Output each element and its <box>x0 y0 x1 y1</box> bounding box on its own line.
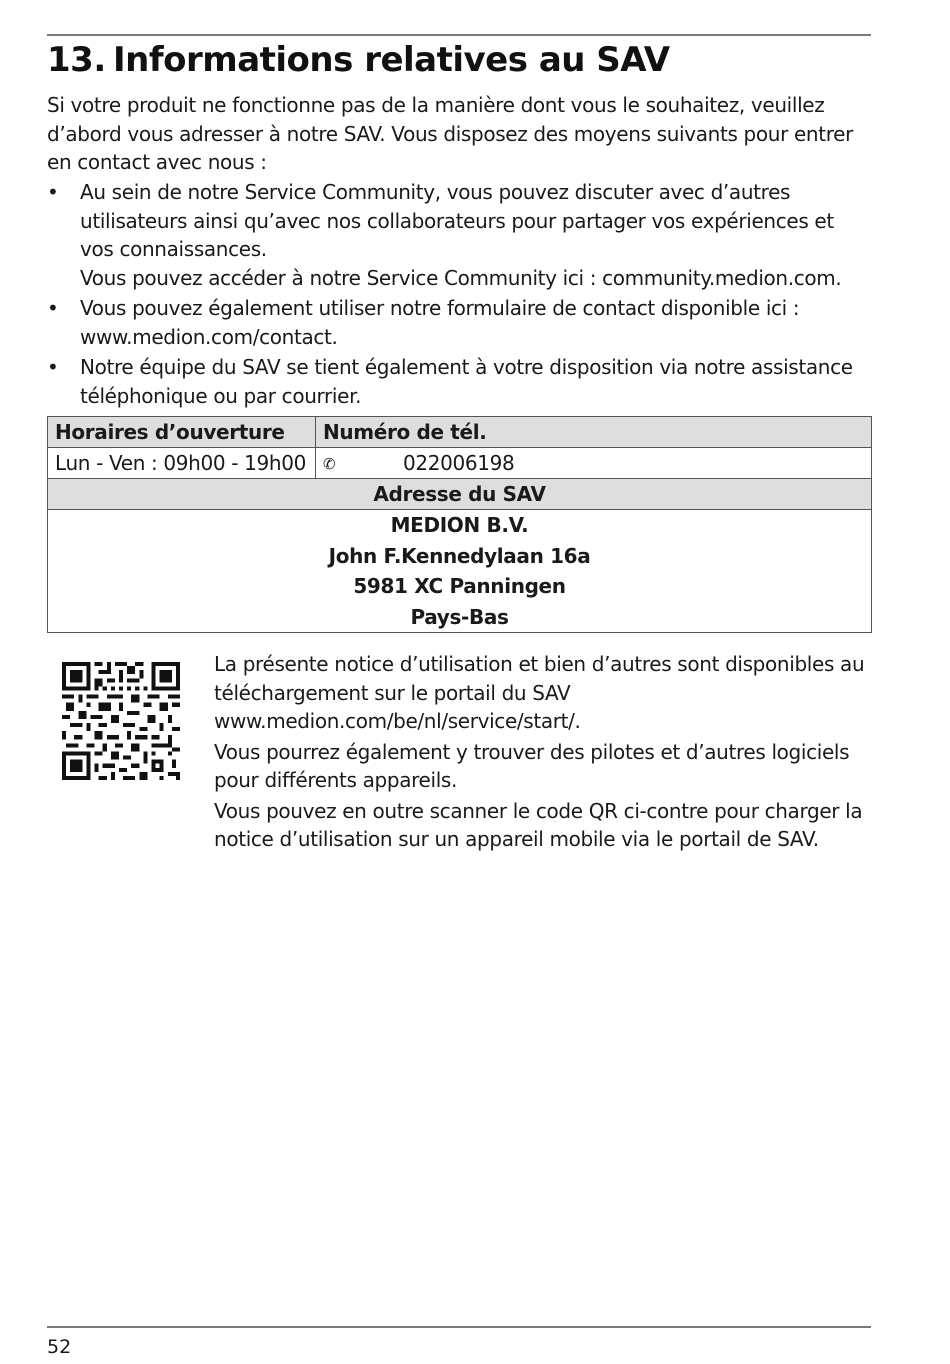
address-country: Pays-Bas <box>410 604 509 629</box>
intro-paragraph: Si votre produit ne fonctionne pas de la manière dont vous le souhaitez, veuillez d’abord vous adresser à notre SAV. Vous disposez des moyens suivants pour entrer en contact avec nous : <box>47 93 854 174</box>
drivers-paragraph: Vous pourrez également y trouver des pilotes et d’autres logiciels pour différents appareils. <box>214 739 850 792</box>
hours-cell: Lun - Ven : 09h00 - 19h00 <box>48 448 316 479</box>
bottom-rule <box>47 1326 871 1328</box>
service-table <box>47 416 872 633</box>
table-row <box>48 479 872 510</box>
qr-paragraph: Vous pouvez en outre scanner le code QR ci-contre pour charger la notice d’utilisation sur un appareil mobile via le portail de SAV. <box>214 798 863 851</box>
list-item <box>47 178 871 292</box>
phone-number: 022006198 <box>403 451 515 475</box>
download-paragraph: La présente notice d’utilisation et bien d’autres sont disponibles au téléchargement sur le portail du SAV www.medion.com/be/nl/service/start/. <box>214 652 865 733</box>
list-item <box>47 353 871 410</box>
hours-header: Horaires d’ouverture <box>48 417 316 448</box>
top-rule <box>47 34 871 36</box>
contact-options-list <box>47 178 871 412</box>
table-row <box>48 510 872 633</box>
address-street: John F.Kennedylaan 16a <box>328 543 591 568</box>
table-header-row <box>48 417 872 448</box>
page-number: 52 <box>47 1336 72 1358</box>
hotline-text: • Notre équipe du SAV se tient également à votre disposition via notre assistance téléphonique ou par courrier. <box>80 355 853 408</box>
section-number: 13. <box>47 40 106 80</box>
address-header: Adresse du SAV <box>48 479 872 510</box>
section-title: Informations relatives au SAV <box>113 40 670 80</box>
address-cell <box>48 510 872 633</box>
community-link-text: Vous pouvez accéder à notre Service Community ici : community.medion.com. <box>80 265 842 290</box>
table-row <box>48 448 872 479</box>
address-city: 5981 XC Panningen <box>353 574 566 598</box>
contact-form-text: • Vous pouvez également utiliser notre formulaire de contact disponible ici : www.medion.com/contact. <box>80 296 800 349</box>
section-heading <box>47 40 871 80</box>
phone-icon: ✆ <box>323 455 336 473</box>
download-info <box>214 650 874 856</box>
address-company: MEDION B.V. <box>390 513 529 537</box>
manual-page <box>47 0 871 1364</box>
phone-header: Numéro de tél. <box>316 417 872 448</box>
community-text: • Au sein de notre Service Community, vous pouvez discuter avec d’autres utilisateurs ainsi qu’avec nos collaborateurs pour partager vos expériences et vos connaissances. <box>80 180 834 261</box>
list-item <box>47 294 871 351</box>
qr-code-icon <box>62 662 180 780</box>
phone-cell <box>316 448 872 479</box>
